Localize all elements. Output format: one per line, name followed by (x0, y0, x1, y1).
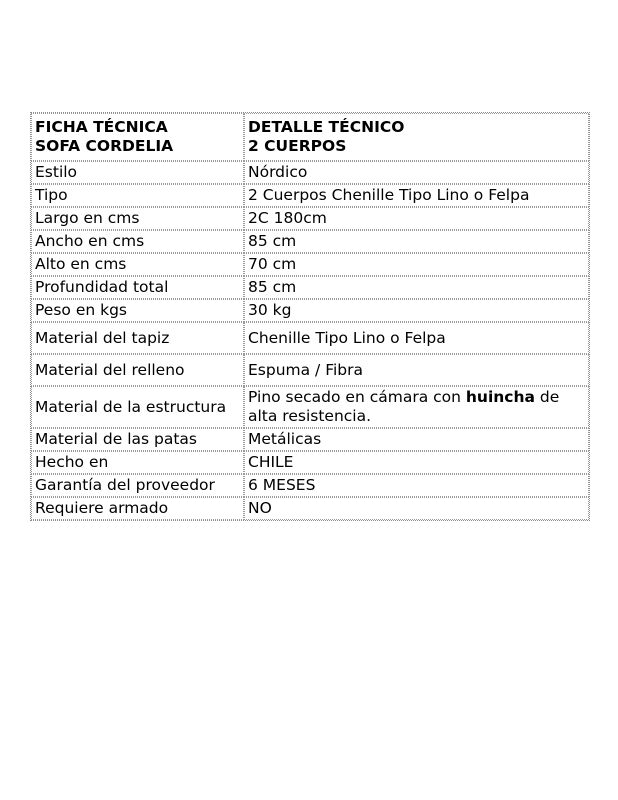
row-value: Espuma / Fibra (244, 354, 589, 386)
table-row (31, 161, 589, 184)
row-label: Alto en cms (31, 253, 244, 276)
header-right-line2: 2 CUERPOS (248, 137, 347, 155)
row-value: Chenille Tipo Lino o Felpa (244, 322, 589, 354)
row-value: 85 cm (244, 276, 589, 299)
table-row (31, 386, 589, 428)
row-value: 2C 180cm (244, 207, 589, 230)
row-value: Nórdico (244, 161, 589, 184)
row-value (244, 386, 589, 428)
row-label: Garantía del proveedor (31, 474, 244, 497)
table-row (31, 428, 589, 451)
row-value-pre: Pino secado en cámara con (248, 388, 466, 406)
row-label: Material de las patas (31, 428, 244, 451)
table-row (31, 230, 589, 253)
table-row (31, 322, 589, 354)
row-label: Largo en cms (31, 207, 244, 230)
row-value: 6 MESES (244, 474, 589, 497)
row-label: Peso en kgs (31, 299, 244, 322)
row-value: 30 kg (244, 299, 589, 322)
row-label: Profundidad total (31, 276, 244, 299)
row-value: 70 cm (244, 253, 589, 276)
row-value-bold: huincha (465, 388, 535, 406)
table-row (31, 184, 589, 207)
table-row (31, 497, 589, 520)
table-row (31, 299, 589, 322)
header-left-line2: SOFA CORDELIA (35, 137, 174, 155)
header-left-line1: FICHA TÉCNICA (35, 118, 168, 136)
row-label: Hecho en (31, 451, 244, 474)
row-value: NO (244, 497, 589, 520)
row-value-post: de alta resistencia. (248, 388, 560, 425)
row-value: Metálicas (244, 428, 589, 451)
row-label: Estilo (31, 161, 244, 184)
table-row (31, 451, 589, 474)
header-right-line1: DETALLE TÉCNICO (248, 118, 405, 136)
spec-sheet (30, 112, 588, 521)
row-label: Material del tapiz (31, 322, 244, 354)
row-label: Ancho en cms (31, 230, 244, 253)
table-row (31, 253, 589, 276)
table-row (31, 474, 589, 497)
row-label: Requiere armado (31, 497, 244, 520)
table-header-row (31, 113, 589, 161)
row-value: 85 cm (244, 230, 589, 253)
header-left-cell (31, 113, 244, 161)
row-label: Tipo (31, 184, 244, 207)
table-row (31, 207, 589, 230)
header-right-cell (244, 113, 589, 161)
spec-table (30, 112, 590, 521)
row-label: Material del relleno (31, 354, 244, 386)
row-value: CHILE (244, 451, 589, 474)
row-label: Material de la estructura (31, 386, 244, 428)
table-row (31, 276, 589, 299)
table-row (31, 354, 589, 386)
row-value: 2 Cuerpos Chenille Tipo Lino o Felpa (244, 184, 589, 207)
